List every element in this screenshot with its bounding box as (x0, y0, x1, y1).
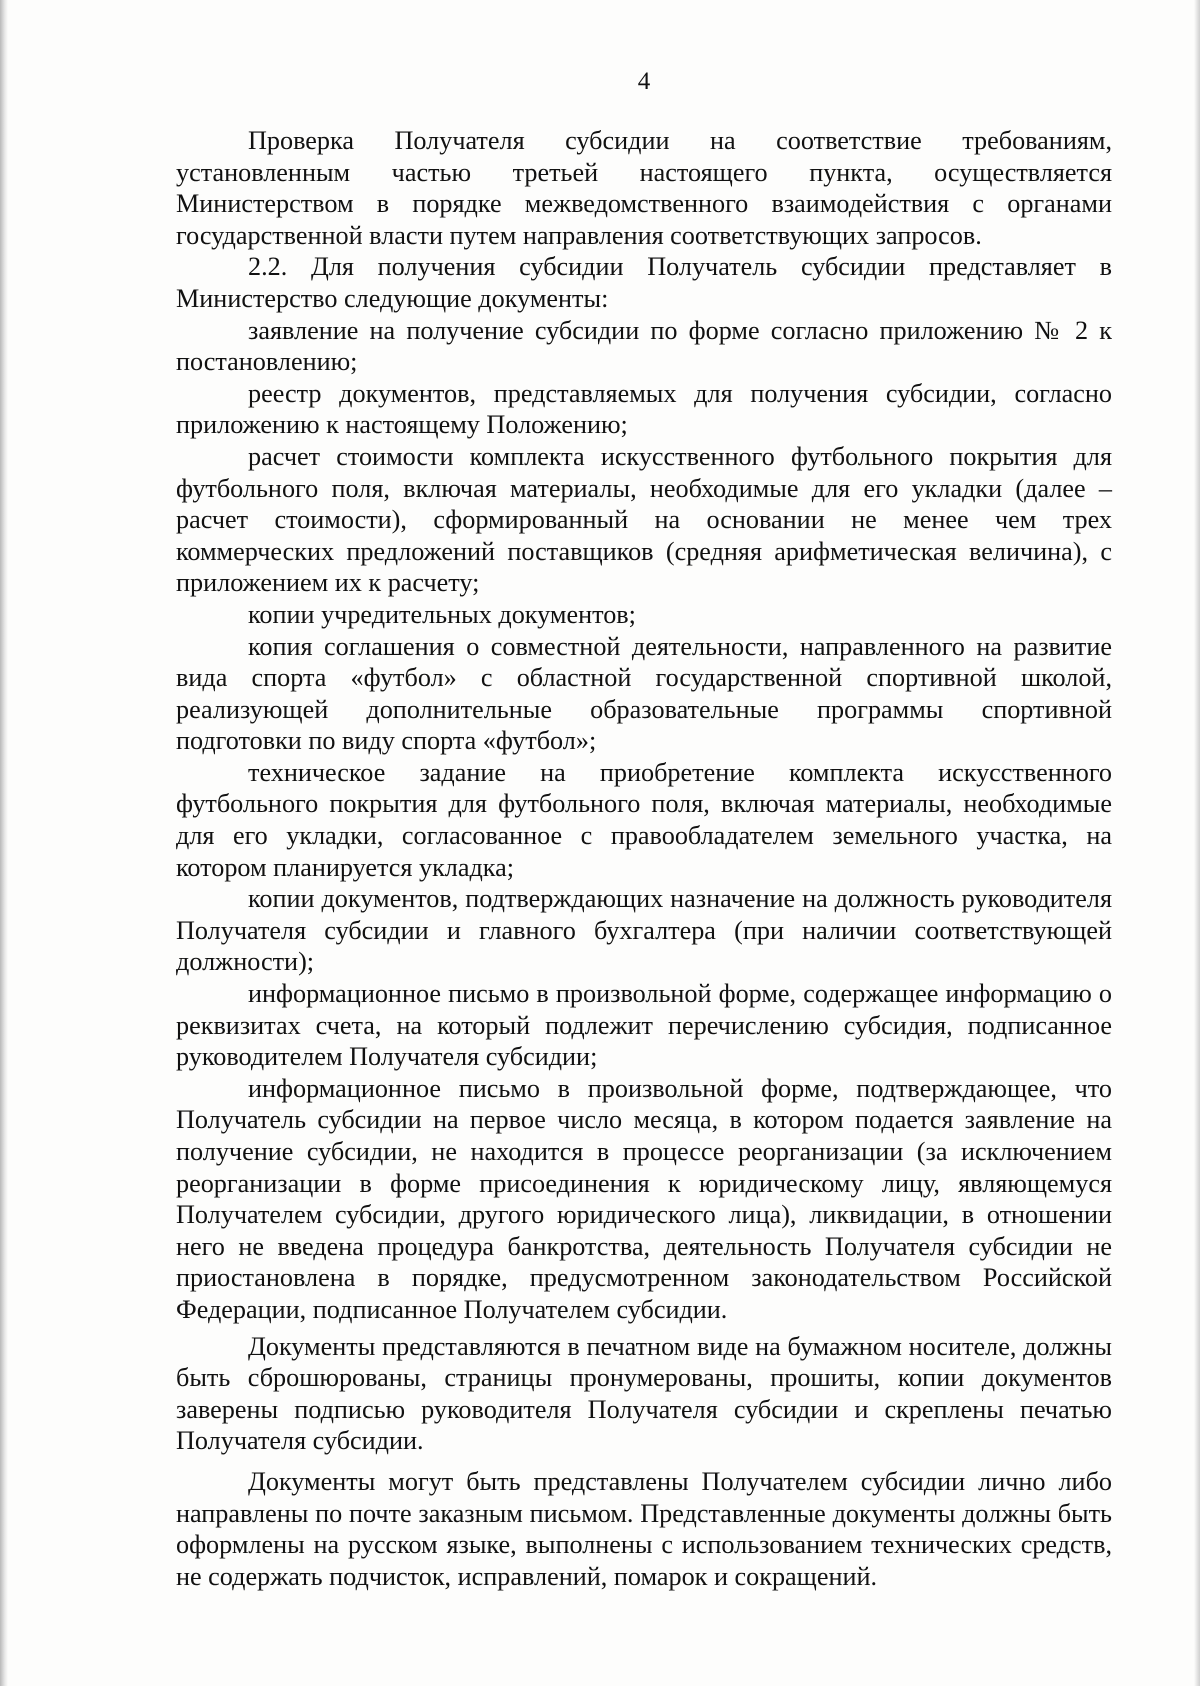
paragraph-appointment-documents: копии документов, подтверждающих назначение на должность руководителя Получателя субсидии и главного бухгалтера (при наличии соответствующей должности); (176, 884, 1112, 977)
paragraph-submission-method: Документы могут быть представлены Получателем субсидии лично либо направлены по почте заказным письмом. Представленные документы должны быть оформлены на русском языке, выполнены с использованием технических средств, не содержать подчисток, исправлений, помарок и сокращений. (176, 1466, 1112, 1591)
paragraph-application: заявление на получение субсидии по форме согласно приложению № 2 к постановлению; (176, 315, 1112, 377)
document-body (176, 125, 1112, 1592)
paragraph-technical-specification: техническое задание на приобретение комплекта искусственного футбольного покрытия для футбольного поля, включая материалы, необходимые для его укладки, согласованное с правообладателем земельного участка, на котором планируется укладка; (176, 757, 1112, 882)
paragraph-verification: Проверка Получателя субсидии на соответствие требованиям, установленным частью третьей настоящего пункта, осуществляется Министерством в порядке межведомственного взаимодействия с органами государственной власти путем направления соответствующих запросов. (176, 126, 1112, 250)
paragraph-document-format: Документы представляются в печатном виде на бумажном носителе, должны быть сброшюрованы, страницы пронумерованы, прошиты, копии документов заверены подписью руководителя Получателя субсидии и скреплены печатью Получателя субсидии. (176, 1331, 1112, 1456)
scan-edge-left (0, 0, 8, 1686)
paragraph-2-2-intro: 2.2. Для получения субсидии Получатель субсидии представляет в Министерство следующие документы: (176, 252, 1112, 313)
paragraph-registry: реестр документов, представляемых для получения субсидии, согласно приложению к настоящему Положению; (176, 378, 1112, 440)
page-number: 4 (637, 68, 651, 95)
paragraph-cooperation-agreement: копия соглашения о совместной деятельности, направленного на развитие вида спорта «футбол» с областной государственной спортивной школой, реализующей дополнительные образовательные программы спортивной подготовки по виду спорта «футбол»; (176, 631, 1112, 756)
paragraph-founding-documents: копии учредительных документов; (248, 599, 636, 629)
paragraph-cost-calculation: расчет стоимости комплекта искусственного футбольного покрытия для футбольного поля, включая материалы, необходимые для его укладки (далее – расчет стоимости), сформированный на основании не менее чем трех коммерческих предложений поставщиков (средняя арифметическая величина), с приложением их к расчету; (176, 441, 1112, 598)
scan-edge-right (1194, 0, 1200, 1686)
paragraph-bank-details-letter: информационное письмо в произвольной форме, содержащее информацию о реквизитах счета, на который подлежит перечислению субсидия, подписанное руководителем Получателя субсидии; (176, 979, 1112, 1072)
paragraph-status-letter: информационное письмо в произвольной форме, подтверждающее, что Получатель субсидии на первое число месяца, в котором подается заявление на получение субсидии, не находится в процессе реорганизации (за исключением реорганизации в форме присоединения к юридическому лицу, являющемуся Получателем субсидии, другого юридического лица), ликвидации, в отношении него не введена процедура банкротства, деятельность Получателя субсидии не приостановлена в порядке, предусмотренном законодательством Российской Федерации, подписанное Получателем субсидии. (176, 1073, 1112, 1324)
